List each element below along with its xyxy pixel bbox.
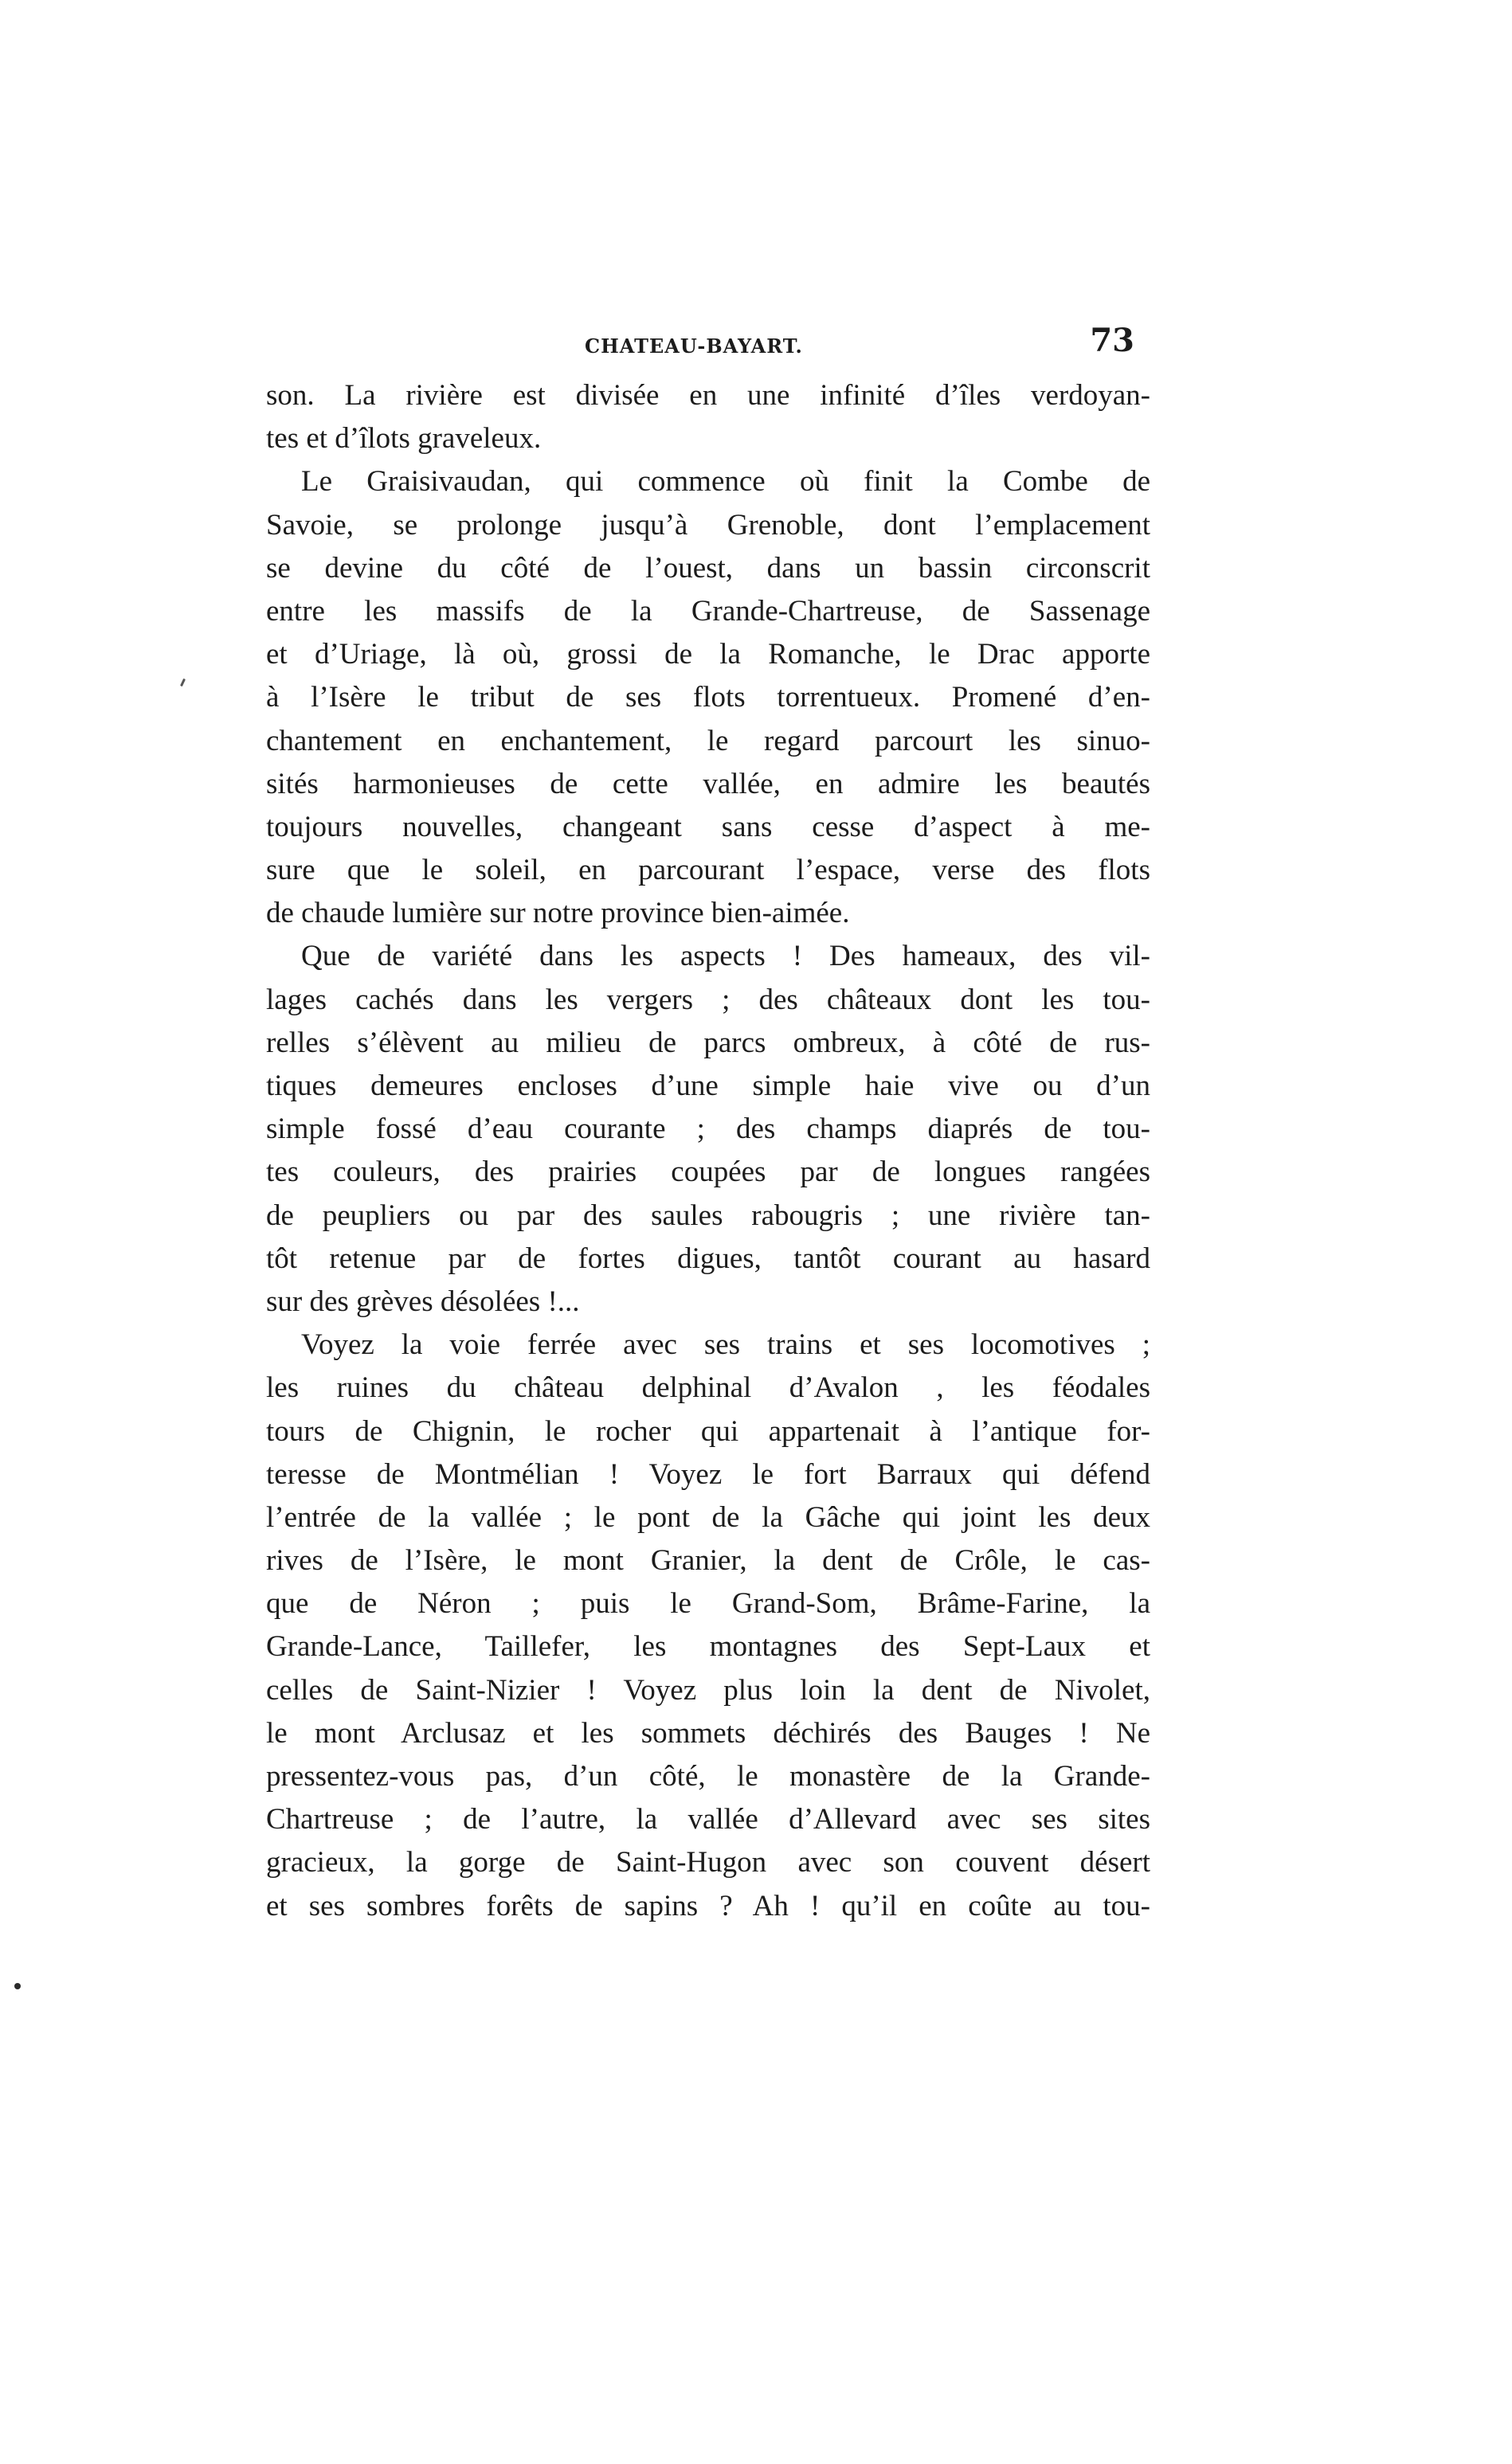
text-line: sur des grèves désolées !... (266, 1285, 580, 1318)
text-line: chantement en enchantement, le regard parcourt les sinuo- (266, 724, 1150, 757)
text-line: tes couleurs, des prairies coupées par de longues rangées (266, 1156, 1150, 1189)
text-line: Savoie, se prolonge jusqu’à Grenoble, dont l’emplacement (266, 508, 1150, 542)
text-line: sités harmonieuses de cette vallée, en admire les beautés (266, 767, 1150, 800)
text-line: de chaude lumière sur notre province bien-aimée. (266, 897, 850, 930)
text-line: l’entrée de la vallée ; le pont de la Gâche qui joint les deux (266, 1500, 1150, 1534)
text-line: rives de l’Isère, le mont Granier, la dent de Crôle, le cas- (266, 1544, 1150, 1578)
paragraph-start-line: Le Graisivaudan, qui commence où finit la Combe de (301, 465, 1150, 499)
text-line: se devine du côté de l’ouest, dans un bassin circonscrit (266, 551, 1150, 585)
text-line: que de Néron ; puis le Grand-Som, Brâme-Farine, la (266, 1587, 1150, 1621)
text-line: lages cachés dans les vergers ; des châteaux dont les tou- (266, 983, 1150, 1016)
text-line: relles s’élèvent au milieu de parcs ombreux, à côté de rus- (266, 1026, 1150, 1059)
running-title: CHATEAU-BAYART. (585, 334, 803, 358)
paragraph-start-line: Que de variété dans les aspects ! Des hameaux, des vil- (301, 940, 1150, 973)
text-line: et d’Uriage, là où, grossi de la Romanche, le Drac apporte (266, 638, 1150, 671)
text-line: tôt retenue par de fortes digues, tantôt courant au hasard (266, 1242, 1150, 1275)
text-line: pressentez-vous pas, d’un côté, le monastère de la Grande- (266, 1760, 1150, 1793)
text-line: Chartreuse ; de l’autre, la vallée d’Allevard avec ses sites (266, 1803, 1150, 1836)
paragraph-start-line: Voyez la voie ferrée avec ses trains et ses locomotives ; (301, 1328, 1150, 1362)
text-line: à l’Isère le tribut de ses flots torrentueux. Promené d’en- (266, 681, 1150, 714)
scan-dot-mark (14, 1983, 21, 1989)
text-line: et ses sombres forêts de sapins ? Ah ! qu’il en coûte au tou- (266, 1889, 1150, 1922)
page-number: 73 (1090, 322, 1134, 359)
text-line: sure que le soleil, en parcourant l’espace, verse des flots (266, 854, 1150, 887)
text-line: son. La rivière est divisée en une infinité d’îles verdoyan- (266, 379, 1150, 412)
text-line: teresse de Montmélian ! Voyez le fort Barraux qui défend (266, 1457, 1150, 1491)
text-line: tes et d’îlots graveleux. (266, 422, 542, 456)
text-line: entre les massifs de la Grande-Chartreuse, de Sassenage (266, 594, 1150, 628)
text-line: gracieux, la gorge de Saint-Hugon avec son couvent désert (266, 1846, 1150, 1879)
text-line: simple fossé d’eau courante ; des champs diaprés de tou- (266, 1113, 1150, 1146)
margin-mark (180, 679, 186, 686)
text-line: le mont Arclusaz et les sommets déchirés des Bauges ! Ne (266, 1716, 1150, 1750)
text-line: tours de Chignin, le rocher qui appartenait à l’antique for- (266, 1414, 1150, 1448)
body-text (266, 374, 1150, 1928)
text-line: Grande-Lance, Taillefer, les montagnes des Sept-Laux et (266, 1630, 1150, 1664)
page-header (266, 319, 1150, 366)
text-line: tiques demeures encloses d’une simple haie vive ou d’un (266, 1070, 1150, 1102)
text-line: les ruines du château delphinal d’Avalon , les féodales (266, 1371, 1150, 1405)
text-line: toujours nouvelles, changeant sans cesse d’aspect à me- (266, 810, 1150, 843)
text-line: de peupliers ou par des saules rabougris ; une rivière tan- (266, 1199, 1150, 1232)
text-line: celles de Saint-Nizier ! Voyez plus loin la dent de Nivolet, (266, 1673, 1150, 1707)
